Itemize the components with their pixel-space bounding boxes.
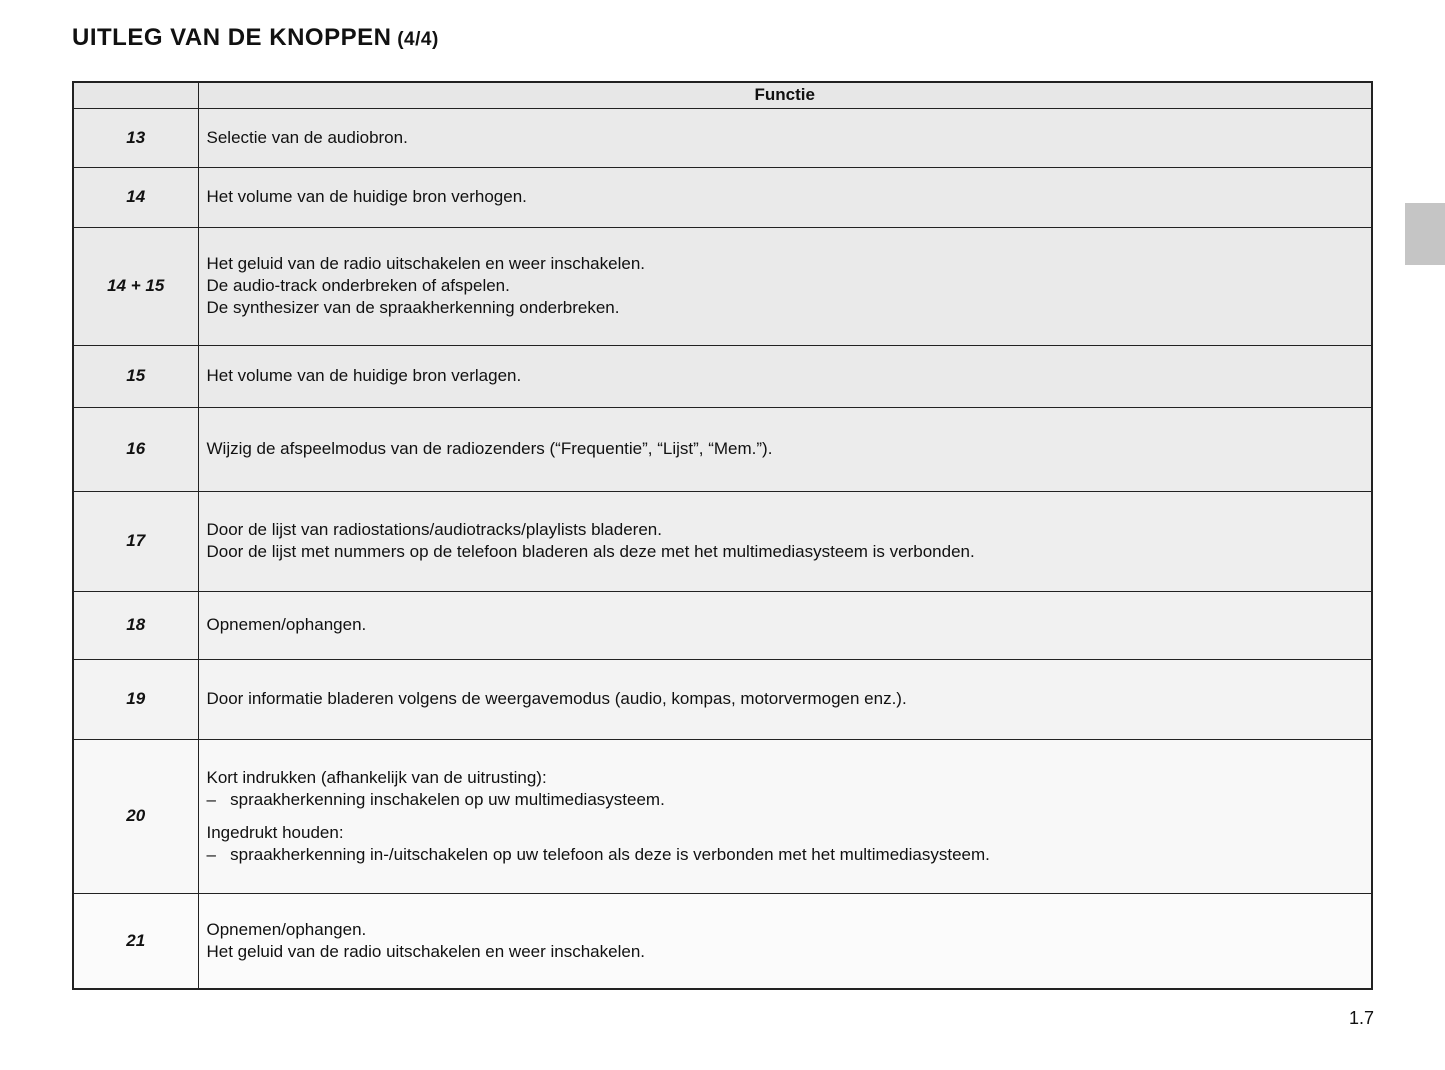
function-description xyxy=(198,167,1372,227)
function-line: Kort indrukken (afhankelijk van de uitrusting): xyxy=(206,767,547,787)
function-line: Het volume van de huidige bron verhogen. xyxy=(206,187,527,206)
function-line: Selectie van de audiobron. xyxy=(206,127,408,147)
button-number: 15 xyxy=(73,345,198,407)
page-title-text: UITLEG VAN DE KNOPPEN xyxy=(72,24,392,51)
page-title-suffix: (4/4) xyxy=(391,29,439,50)
table-body xyxy=(73,108,1372,989)
table-row xyxy=(73,893,1372,989)
function-paragraph xyxy=(207,688,1358,710)
function-description xyxy=(198,108,1372,167)
function-line: Het geluid van de radio uitschakelen en weer inschakelen. xyxy=(206,254,645,273)
function-line: Het geluid van de radio uitschakelen en weer inschakelen. xyxy=(206,941,645,961)
function-paragraph xyxy=(207,127,1358,149)
table-row xyxy=(73,739,1372,893)
function-description xyxy=(198,407,1372,491)
function-paragraph xyxy=(207,365,1358,387)
table-row xyxy=(73,407,1372,491)
table-row xyxy=(73,491,1372,591)
function-description xyxy=(198,659,1372,739)
button-number: 19 xyxy=(73,659,198,739)
button-number: 13 xyxy=(73,108,198,167)
button-number: 21 xyxy=(73,893,198,989)
function-paragraph xyxy=(207,438,1358,460)
button-number: 14 xyxy=(73,167,198,227)
page-number: 1.7 xyxy=(1348,1008,1374,1028)
table-row xyxy=(73,108,1372,167)
table-row xyxy=(73,659,1372,739)
function-line: Het volume van de huidige bron verlagen. xyxy=(206,366,522,385)
function-line: Ingedrukt houden: xyxy=(206,822,344,842)
buttons-function-table xyxy=(72,81,1373,990)
button-number: 18 xyxy=(73,591,198,659)
button-number: 14 + 15 xyxy=(73,227,198,345)
function-line: De audio-track onderbreken of afspelen. xyxy=(206,276,510,295)
button-number: 20 xyxy=(73,739,198,893)
button-column-header xyxy=(73,82,198,108)
function-line: Door de lijst van radiostations/audiotracks/playlists bladeren. xyxy=(206,520,662,539)
table-row xyxy=(73,591,1372,659)
section-tab-marker xyxy=(1405,203,1445,265)
function-line: Opnemen/ophangen. xyxy=(206,919,367,939)
table-row xyxy=(73,167,1372,227)
function-description xyxy=(198,227,1372,345)
function-paragraph xyxy=(207,519,1358,563)
function-paragraph xyxy=(207,614,1358,636)
function-description xyxy=(198,893,1372,989)
button-number: 16 xyxy=(73,407,198,491)
function-column-header: Functie xyxy=(198,82,1372,108)
function-line: De synthesizer van de spraakherkenning onderbreken. xyxy=(206,298,620,317)
function-paragraph xyxy=(207,253,1358,319)
function-paragraph xyxy=(207,822,1358,866)
function-paragraph xyxy=(207,186,1358,208)
function-description xyxy=(198,739,1372,893)
function-line: Opnemen/ophangen. xyxy=(206,615,367,634)
page-title xyxy=(72,24,439,52)
table-row xyxy=(73,345,1372,407)
function-paragraph xyxy=(207,919,1358,963)
function-line: – spraakherkenning inschakelen op uw multimediasysteem. xyxy=(206,789,665,809)
function-description xyxy=(198,345,1372,407)
function-description xyxy=(198,491,1372,591)
function-line: – spraakherkenning in-/uitschakelen op uw telefoon als deze is verbonden met het multimediasysteem. xyxy=(206,844,990,864)
table-header-row xyxy=(73,82,1372,108)
function-line: Door de lijst met nummers op de telefoon bladeren als deze met het multimediasysteem is verbonden. xyxy=(206,542,975,561)
button-number: 17 xyxy=(73,491,198,591)
function-paragraph xyxy=(207,767,1358,811)
function-line: Door informatie bladeren volgens de weergavemodus (audio, kompas, motorvermogen enz.). xyxy=(206,689,907,708)
function-description xyxy=(198,591,1372,659)
function-line: Wijzig de afspeelmodus van de radiozenders (“Frequentie”, “Lijst”, “Mem.”). xyxy=(206,439,773,458)
table-row xyxy=(73,227,1372,345)
